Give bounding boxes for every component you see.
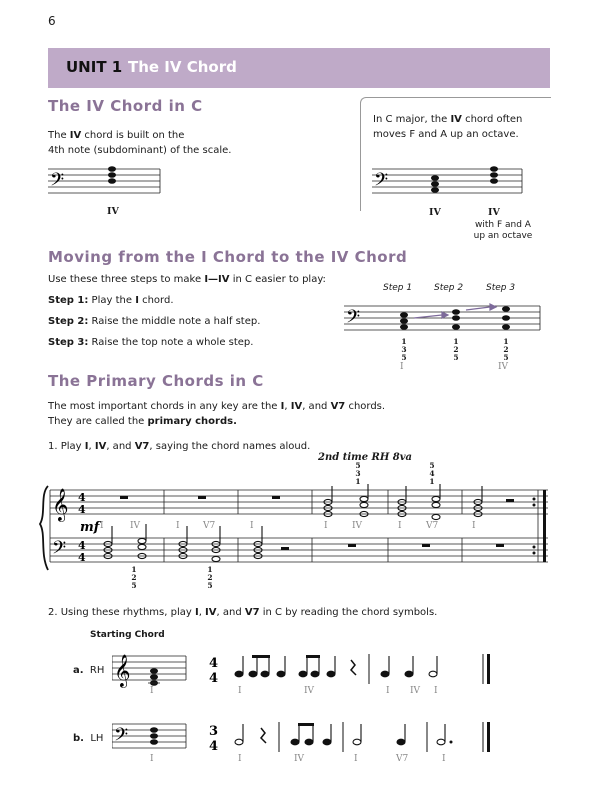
bass-clef-icon: 𝄢 bbox=[114, 725, 129, 750]
row-b-roman-1: I bbox=[238, 754, 242, 764]
bass-clef-icon: 𝄢 bbox=[346, 307, 361, 332]
sidebox-label-1: IV bbox=[429, 207, 441, 218]
fingering-step1: 1 3 5 bbox=[401, 337, 407, 362]
brace-icon bbox=[40, 486, 48, 570]
ex1-roman-4: V7 bbox=[203, 521, 216, 531]
grand-staff bbox=[38, 484, 558, 574]
roman-i: I bbox=[400, 362, 404, 372]
bass-clef-icon: 𝄢 bbox=[374, 170, 389, 195]
step-title-3: Step 3 bbox=[486, 283, 516, 293]
svg-text:4: 4 bbox=[209, 739, 219, 754]
svg-text:4: 4 bbox=[209, 656, 219, 671]
row-a-rhythm bbox=[205, 650, 505, 690]
svg-text:4: 4 bbox=[209, 671, 219, 686]
svg-text:4: 4 bbox=[78, 491, 86, 504]
roman-iv: IV bbox=[498, 362, 509, 372]
lh-fingering-1: 1 2 5 bbox=[131, 565, 137, 590]
page-number: 6 bbox=[48, 14, 56, 28]
row-b-roman-3: I bbox=[354, 754, 358, 764]
dynamic-mf: mf bbox=[80, 520, 100, 535]
iv-chord-staff bbox=[48, 163, 168, 203]
treble-clef-icon: 𝄞 bbox=[52, 488, 69, 521]
step-title-1: Step 1 bbox=[383, 283, 413, 293]
rh-fingering-2: 5 4 1 bbox=[429, 461, 435, 486]
step-title-2: Step 2 bbox=[434, 283, 464, 293]
ex1-roman-7: IV bbox=[352, 521, 363, 531]
ex1-roman-9: V7 bbox=[426, 521, 439, 531]
second-time-marking: 2nd time RH 8va bbox=[318, 452, 413, 463]
row-b-roman-2: IV bbox=[294, 754, 305, 764]
fingering-step2: 1 2 5 bbox=[453, 337, 459, 362]
steps-staff bbox=[344, 300, 544, 336]
step-2: Step 2: Raise the middle note a half step. bbox=[48, 316, 261, 327]
lh-fingering-2: 1 2 5 bbox=[207, 565, 213, 590]
ex1-roman-10: I bbox=[472, 521, 476, 531]
row-b-roman-5: I bbox=[442, 754, 446, 764]
row-a-roman-5: I bbox=[434, 686, 438, 696]
sidebox-label-2: IV bbox=[488, 207, 500, 218]
row-b-label: b. LH bbox=[73, 733, 104, 744]
step-1: Step 1: Play the I chord. bbox=[48, 295, 174, 306]
starting-chord-label: Starting Chord bbox=[90, 630, 165, 640]
row-b-roman-4: V7 bbox=[396, 754, 409, 764]
fingering-step3: 1 2 5 bbox=[503, 337, 509, 362]
row-b-start-roman: I bbox=[150, 754, 154, 764]
unit-banner bbox=[48, 48, 550, 88]
row-a-roman-1: I bbox=[238, 686, 242, 696]
section3-heading: The Primary Chords in C bbox=[48, 372, 264, 390]
bass-clef-icon: 𝄢 bbox=[50, 170, 65, 195]
row-a-roman-3: I bbox=[386, 686, 390, 696]
row-b-staff bbox=[112, 718, 192, 758]
svg-text:4: 4 bbox=[78, 503, 86, 516]
svg-text:3: 3 bbox=[209, 724, 219, 739]
row-a-roman-2: IV bbox=[304, 686, 315, 696]
row-a-start-roman: I bbox=[150, 686, 154, 696]
treble-clef-icon: 𝄞 bbox=[114, 654, 131, 687]
section2-intro: Use these three steps to make I—IV in C easier to play: bbox=[48, 274, 326, 285]
rh-fingering-1: 5 3 1 bbox=[355, 461, 361, 486]
row-a-staff bbox=[112, 650, 192, 690]
section1-heading: The IV Chord in C bbox=[48, 97, 203, 115]
row-a-label: a. RH bbox=[73, 665, 105, 676]
banner-unit: UNIT 1 bbox=[66, 58, 123, 76]
svg-text:4: 4 bbox=[78, 539, 86, 552]
exercise2-instruction: 2. Using these rhythms, play I, IV, and V7 in C by reading the chord symbols. bbox=[48, 607, 438, 618]
section1-text: The IV chord is built on the 4th note (subdominant) of the scale. bbox=[48, 130, 232, 156]
exercise1-instruction: 1. Play I, IV, and V7, saying the chord names aloud. bbox=[48, 441, 311, 452]
sidebox-staff bbox=[372, 163, 532, 203]
ex1-roman-5: I bbox=[250, 521, 254, 531]
row-b-rhythm bbox=[205, 718, 505, 758]
banner-title: The IV Chord bbox=[128, 58, 237, 76]
sidebox-caption: with F and A up an octave bbox=[473, 220, 533, 241]
section3-text: The most important chords in any key are the I, IV, and V7 chords. They are called the primary chords. bbox=[48, 401, 386, 427]
svg-text:4: 4 bbox=[78, 551, 86, 564]
ex1-roman-3: I bbox=[176, 521, 180, 531]
ex1-roman-8: I bbox=[398, 521, 402, 531]
ex1-roman-2: IV bbox=[130, 521, 141, 531]
ex1-roman-1: I bbox=[100, 521, 104, 531]
section2-heading: Moving from the I Chord to the IV Chord bbox=[48, 248, 408, 266]
row-a-roman-4: IV bbox=[410, 686, 421, 696]
step-3: Step 3: Raise the top note a whole step. bbox=[48, 337, 254, 348]
ex1-roman-6: I bbox=[324, 521, 328, 531]
sidebox-text: In C major, the IV chord often moves F and A up an octave. bbox=[373, 114, 523, 140]
iv-label: IV bbox=[107, 206, 119, 217]
bass-clef-icon: 𝄢 bbox=[52, 538, 67, 563]
